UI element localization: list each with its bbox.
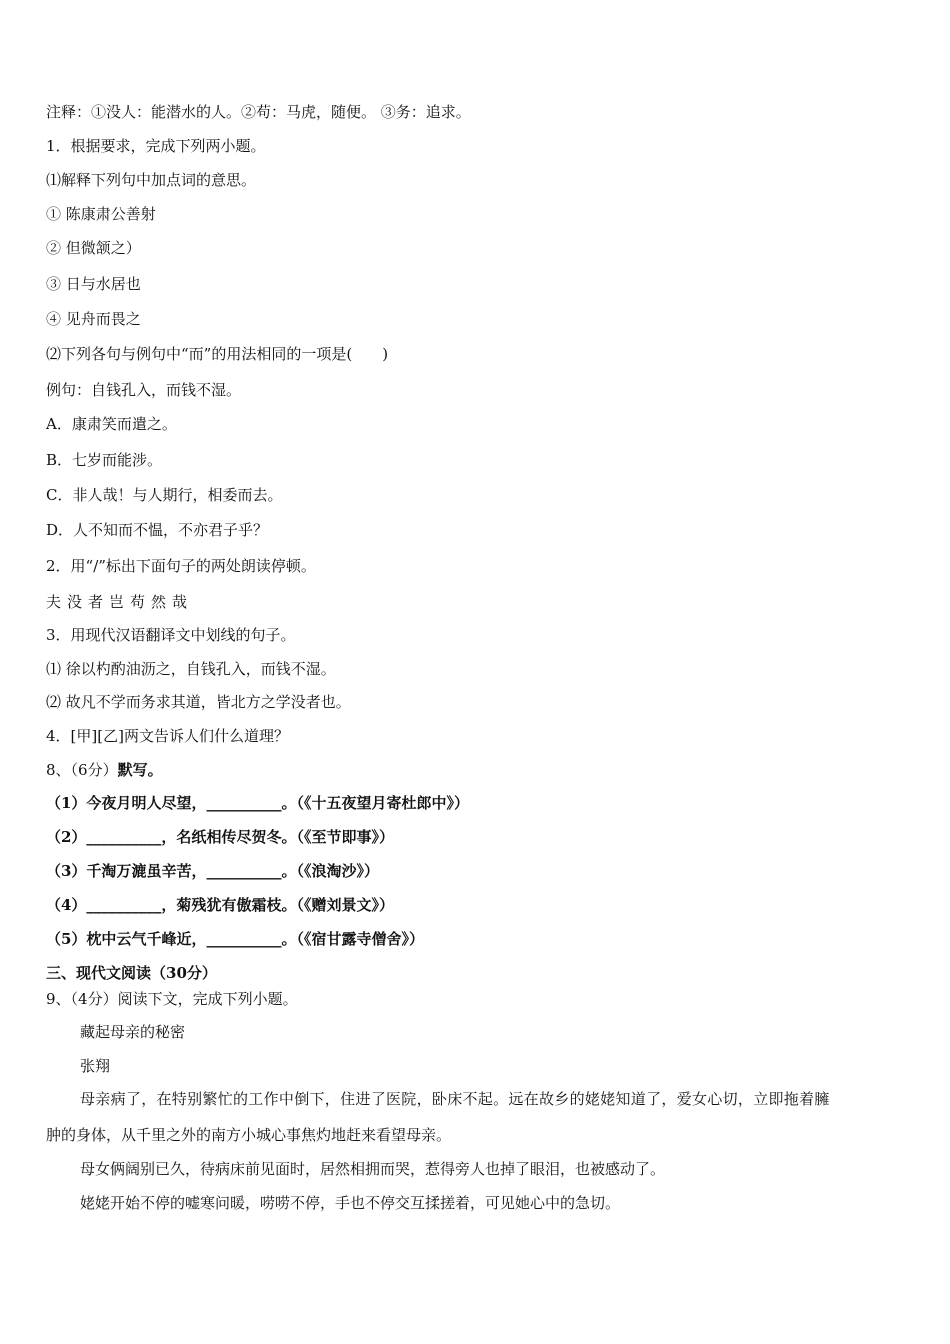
option-d: D．人不知而不愠，不亦君子乎？ (46, 521, 269, 539)
sub-item-2: ② 但微颔之） (46, 239, 141, 257)
story-paragraph-3: 姥姥开始不停的嘘寒问暖，唠唠不停，手也不停交互揉搓着，可见她心中的急切。 (80, 1194, 621, 1212)
question-2: 2．用“/”标出下面句子的两处朗读停顿。 (46, 557, 316, 575)
story-author: 张翔 (80, 1057, 111, 1075)
question-1: 1．根据要求，完成下列两小题。 (46, 137, 266, 155)
question-8-head: 8、（6分） (46, 761, 118, 779)
story-title: 藏起母亲的秘密 (80, 1023, 186, 1041)
recite-item-4: （4）__________，菊残犹有傲霜枝。（《赠刘景文》） (46, 896, 394, 914)
option-b: B．七岁而能涉。 (46, 451, 163, 469)
question-9: 9、（4分）阅读下文，完成下列小题。 (46, 990, 298, 1008)
question-8 (46, 760, 163, 780)
sub-item-1: ① 陈康肃公善射 (46, 205, 156, 223)
sub-item-4: ④ 见舟而畏之 (46, 310, 141, 328)
recite-item-2: （2）__________，名纸相传尽贺冬。（《至节即事》） (46, 828, 394, 846)
translate-1: ⑴ 徐以杓酌油沥之，自钱孔入，而钱不湿。 (46, 660, 336, 678)
option-c: C．非人哉！与人期行，相委而去。 (46, 486, 283, 504)
example-sentence: 例句：自钱孔入，而钱不湿。 (46, 381, 242, 399)
story-paragraph-1: 母亲病了，在特别繁忙的工作中倒下，住进了医院，卧床不起。远在故乡的姥姥知道了，爱女心切，立即拖着臃 (80, 1090, 830, 1108)
annotation-note: 注释：①没人：能潜水的人。②苟：马虎，随便。 ③务：追求。 (46, 103, 471, 121)
question-4: 4．[甲][乙]两文告诉人们什么道理？ (46, 727, 289, 745)
question-3: 3．用现代汉语翻译文中划线的句子。 (46, 626, 296, 644)
question-1-part-1: ⑴解释下列句中加点词的意思。 (46, 171, 257, 189)
recite-item-5: （5）枕中云气千峰近，__________。（《宿甘露寺僧舍》） (46, 930, 424, 948)
option-a: A．康肃笑而遣之。 (46, 415, 177, 433)
translate-2: ⑵ 故凡不学而务求其道，皆北方之学没者也。 (46, 693, 351, 711)
pause-sentence: 夫没者岂苟然哉 (46, 593, 194, 611)
recite-item-1: （1）今夜月明人尽望，__________。（《十五夜望月寄杜郎中》） (46, 794, 469, 812)
section-heading: 三、现代文阅读（30分） (46, 964, 217, 982)
sub-item-3: ③ 日与水居也 (46, 275, 141, 293)
story-paragraph-1-cont: 肿的身体，从千里之外的南方小城心事焦灼地赶来看望母亲。 (46, 1126, 452, 1144)
story-paragraph-2: 母女俩阔别已久，待病床前见面时，居然相拥而哭，惹得旁人也掉了眼泪，也被感动了。 (80, 1160, 666, 1178)
question-1-part-2: ⑵下列各句与例句中“而”的用法相同的一项是( ) (46, 345, 389, 363)
question-8-title: 默写。 (117, 761, 163, 779)
recite-item-3: （3）千淘万漉虽辛苦，__________。（《浪淘沙》） (46, 862, 379, 880)
